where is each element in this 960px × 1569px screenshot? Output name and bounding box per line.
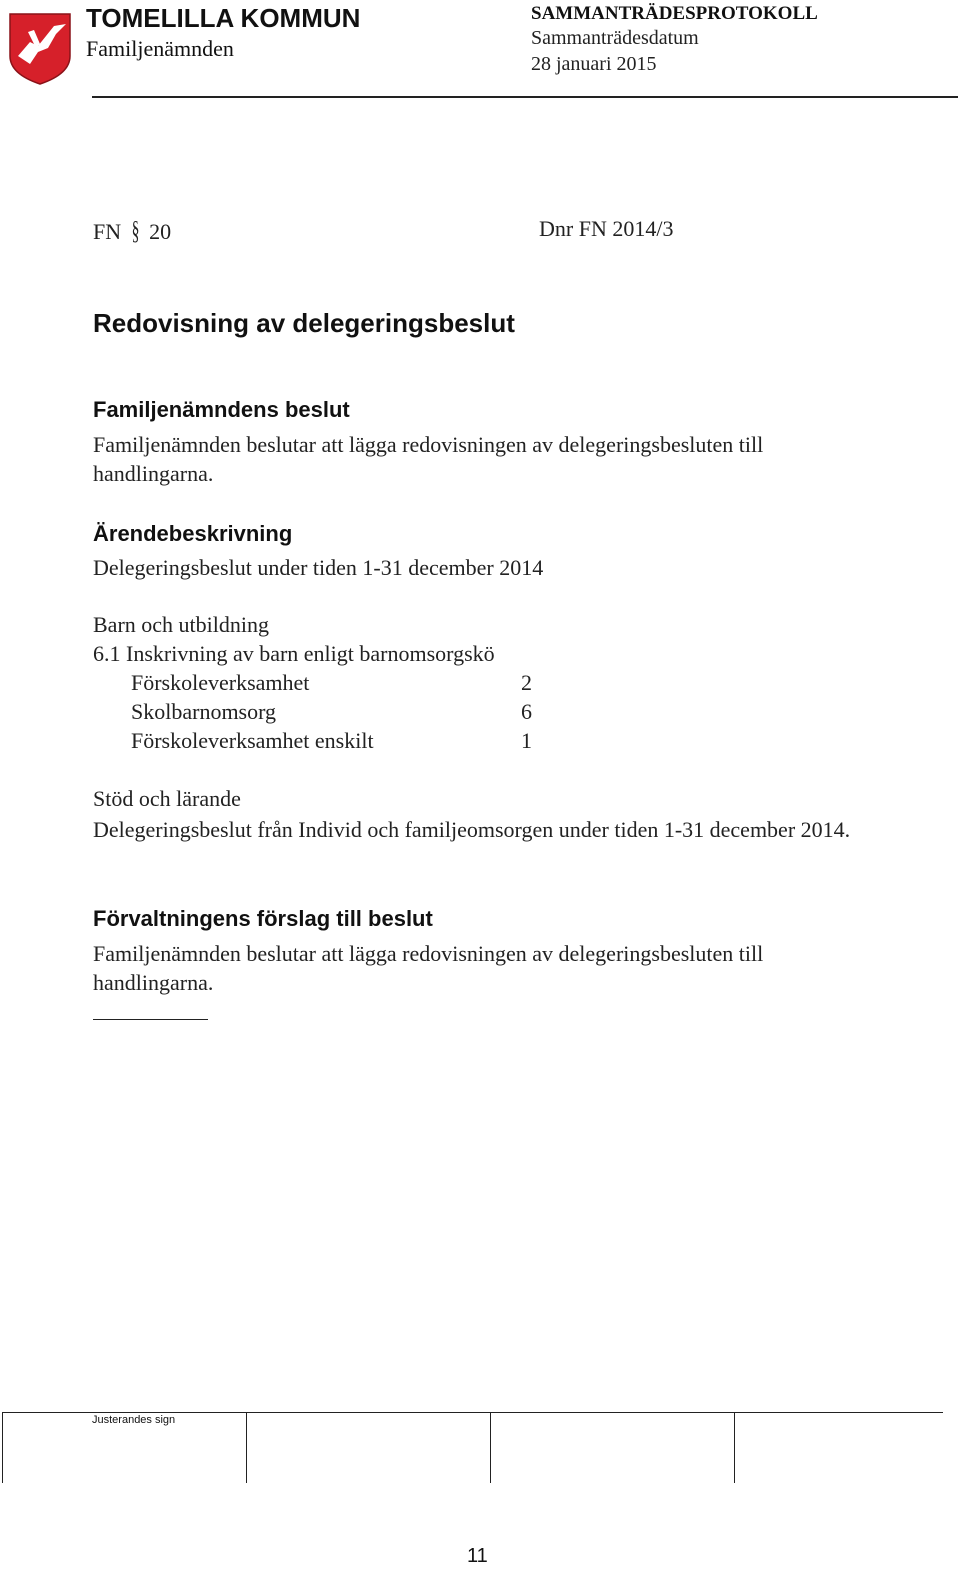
section-prefix: FN [93,219,122,244]
committee-name: Familjenämnden [86,36,234,61]
unit-text: Delegeringsbeslut från Individ och familjeomsorgen under tiden 1-31 december 2014. [93,817,851,842]
end-divider [93,1019,208,1020]
unit-name: Stöd och lärande [93,786,241,811]
page-number: 11 [467,1545,488,1567]
paragraph-symbol: § [131,216,140,245]
signature-label: Justerandes sign [92,1414,176,1426]
protocol-title: SAMMANTRÄDESPROTOKOLL [531,3,818,24]
proposal-heading: Förvaltningens förslag till beslut [93,906,433,931]
signature-box [246,1413,247,1483]
table-row-count: 1 [521,728,532,753]
decision-text: Familjenämnden beslutar att lägga redovisningen av delegeringsbesluten till handlingarna. [93,432,764,486]
table-row-label: Förskoleverksamhet enskilt [131,728,374,753]
diary-number: Dnr FN 2014/3 [539,216,674,241]
signature-box [734,1413,735,1483]
signature-box [490,1413,491,1483]
table-row-label: Skolbarnomsorg [131,699,277,724]
proposal-text: Familjenämnden beslutar att lägga redovisningen av delegeringsbesluten till handlingarna. [93,941,764,995]
unit-name: Barn och utbildning [93,612,269,637]
table-row-count: 2 [521,670,532,695]
header-divider [92,96,958,98]
description-heading: Ärendebeskrivning [93,521,293,546]
table-row-label: Förskoleverksamhet [131,670,310,695]
meeting-date: 28 januari 2015 [531,53,657,75]
page-title: Redovisning av delegeringsbeslut [93,308,515,338]
signature-box [2,1413,3,1483]
description-period: Delegeringsbeslut under tiden 1-31 december 2014 [93,555,544,580]
coat-of-arms-icon [8,12,72,86]
unit-item: 6.1 Inskrivning av barn enligt barnomsorgskö [93,641,495,666]
section-number [93,216,171,246]
meeting-date-label: Sammanträdesdatum [531,27,699,49]
section-num: 20 [149,219,172,244]
decision-heading: Familjenämndens beslut [93,397,350,422]
table-row-count: 6 [521,699,532,724]
organization-name: TOMELILLA KOMMUN [86,3,361,33]
